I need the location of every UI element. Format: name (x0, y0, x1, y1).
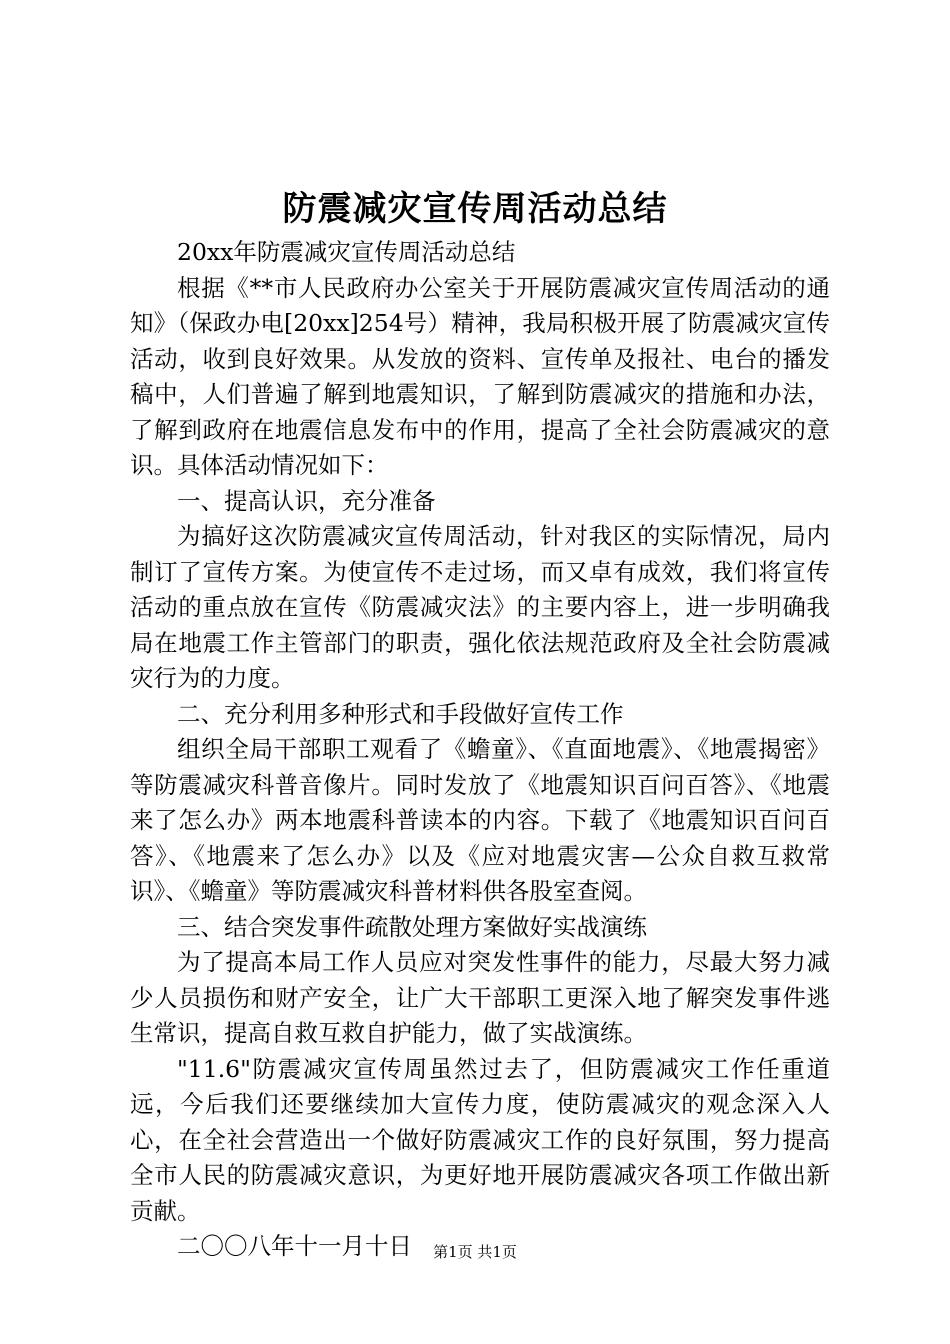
section-paragraph-2: 组织全局干部职工观看了《蟾童》、《直面地震》、《地震揭密》等防震减灾科普音像片。同时发放了《地震知识百问百答》、《地震来了怎么办》两本地震科普读本的内容。下载了《地震知识百问百答》、《地震来了怎么办》以及《应对地震灾害—公众自救互救常识》、《蟾童》等防震减灾科普材料供各股室查阅。 (130, 735, 830, 905)
section-heading-1: 一、提高认识，充分准备 (177, 486, 436, 515)
section-heading-2: 二、充分利用多种形式和手段做好宣传工作 (177, 699, 624, 728)
section-paragraph-3: 为了提高本局工作人员应对突发性事件的能力，尽最大努力减少人员损伤和财产安全，让广大干部职工更深入地了解突发事件逃生常识，提高自救互救自护能力，做了实战演练。 (130, 948, 830, 1047)
section-paragraph-1: 为搞好这次防震减灾宣传周活动，针对我区的实际情况，局内制订了宣传方案。为使宣传不走过场，而又卓有成效，我们将宣传活动的重点放在宣传《防震减灾法》的主要内容上，进一步明确我局在地震工作主管部门的职责，强化依法规范政府及全社会防震减灾行为的力度。 (130, 522, 830, 692)
closing-paragraph: "11.6"防震减灾宣传周虽然过去了，但防震减灾工作任重道远，今后我们还要继续加大宣传力度，使防震减灾的观念深入人心，在全社会营造出一个做好防震减灾工作的良好氛围，努力提高全市人民的防震减灾意识，为更好地开展防震减灾各项工作做出新贡献。 (130, 1054, 830, 1225)
intro-paragraph: 根据《**市人民政府办公室关于开展防震减灾宣传周活动的通知》（保政办电[20xx]254号）精神，我局积极开展了防震减灾宣传活动，收到良好效果。从发放的资料、宣传单及报社、电台的播发稿中，人们普遍了解到地震知识，了解到防震减灾的措施和办法，了解到政府在地震信息发布中的作用，提高了全社会防震减灾的意识。具体活动情况如下： (130, 273, 830, 479)
document-title: 防震减灾宣传周活动总结 (282, 189, 668, 229)
document-body (130, 235, 830, 1265)
subtitle-paragraph: 20xx年防震减灾宣传周活动总结 (177, 238, 516, 266)
page-footer: 第1页 共1页 (433, 1243, 517, 1261)
date-line: 二〇〇八年十一月十日 (177, 1232, 412, 1260)
section-heading-3: 三、结合突发事件疏散处理方案做好实战演练 (177, 912, 647, 941)
